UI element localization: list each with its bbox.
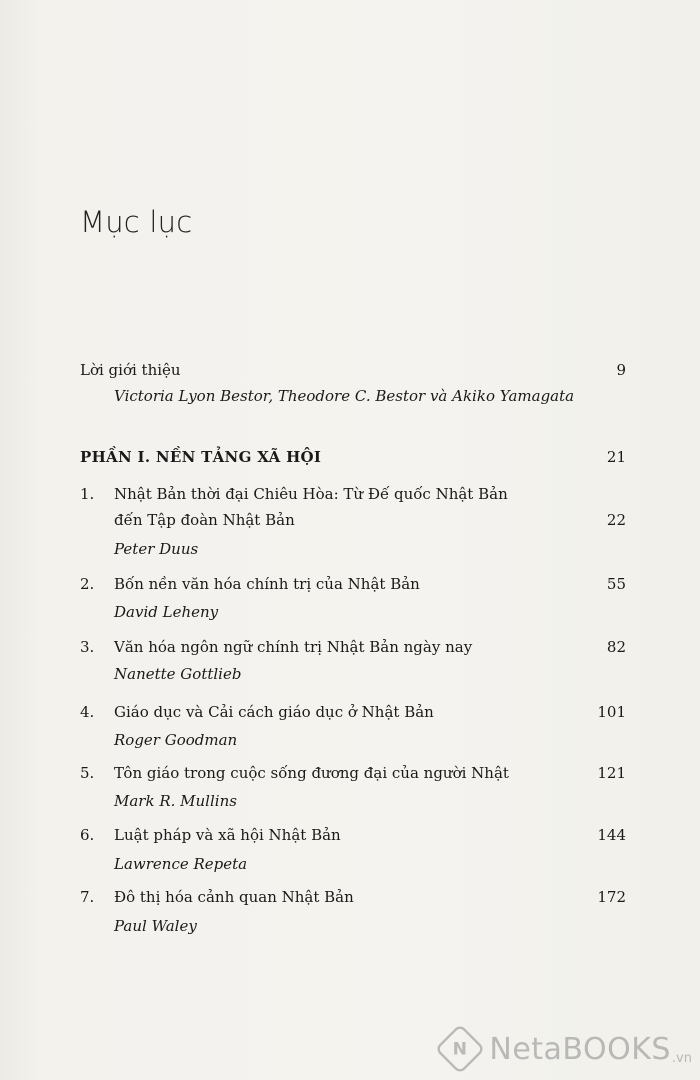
- part-heading: PHẦN I. NỀN TẢNG XÃ HỘI: [80, 448, 322, 466]
- chapter-page: 82: [606, 638, 626, 656]
- chapter-number: 6.: [80, 826, 95, 844]
- chapter-author: David Leheny: [114, 603, 219, 621]
- chapter-title: Bốn nền văn hóa chính trị của Nhật Bản: [114, 575, 420, 593]
- chapter-number: 5.: [80, 764, 95, 782]
- chapter-number: 4.: [80, 703, 95, 721]
- intro-authors: Victoria Lyon Bestor, Theodore C. Bestor và Akiko Yamagata: [114, 387, 575, 405]
- brand-logo-icon: [435, 1024, 486, 1075]
- chapter-page: 172: [597, 888, 626, 906]
- brand-logo-letter: N: [453, 1039, 468, 1059]
- chapter-number: 3.: [80, 638, 95, 656]
- chapter-number: 1.: [80, 485, 95, 503]
- chapter-author: Roger Goodman: [114, 731, 238, 749]
- chapter-author: Mark R. Mullins: [114, 792, 237, 810]
- chapter-author: Lawrence Repeta: [114, 855, 248, 873]
- chapter-author: Paul Waley: [114, 917, 197, 935]
- chapter-title-continued: đến Tập đoàn Nhật Bản: [114, 511, 295, 529]
- chapter-author: Peter Duus: [114, 540, 199, 558]
- intro-page: 9: [616, 361, 626, 379]
- part-page: 21: [606, 448, 626, 466]
- brand-name: NetaBOOKS: [489, 1031, 671, 1067]
- brand-suffix: .vn: [671, 1051, 692, 1066]
- chapter-page: 22: [606, 511, 626, 529]
- chapter-number: 2.: [80, 575, 95, 593]
- toc-title: Mục lục: [80, 205, 193, 239]
- chapter-page: 101: [597, 703, 626, 721]
- chapter-page: 144: [597, 826, 626, 844]
- watermark-logo: [437, 1026, 692, 1072]
- chapter-title: Luật pháp và xã hội Nhật Bản: [114, 826, 341, 844]
- chapter-page: 55: [606, 575, 626, 593]
- chapter-page: 121: [597, 764, 626, 782]
- chapter-title: Giáo dục và Cải cách giáo dục ở Nhật Bản: [114, 703, 434, 721]
- chapter-title: Nhật Bản thời đại Chiêu Hòa: Từ Đế quốc Nhật Bản: [114, 485, 508, 503]
- intro-title: Lời giới thiệu: [80, 361, 181, 379]
- chapter-author: Nanette Gottlieb: [114, 665, 242, 683]
- chapter-title: Đô thị hóa cảnh quan Nhật Bản: [114, 888, 354, 906]
- chapter-number: 7.: [80, 888, 95, 906]
- chapter-title: Văn hóa ngôn ngữ chính trị Nhật Bản ngày nay: [114, 638, 473, 656]
- chapter-title: Tôn giáo trong cuộc sống đương đại của người Nhật: [114, 764, 509, 782]
